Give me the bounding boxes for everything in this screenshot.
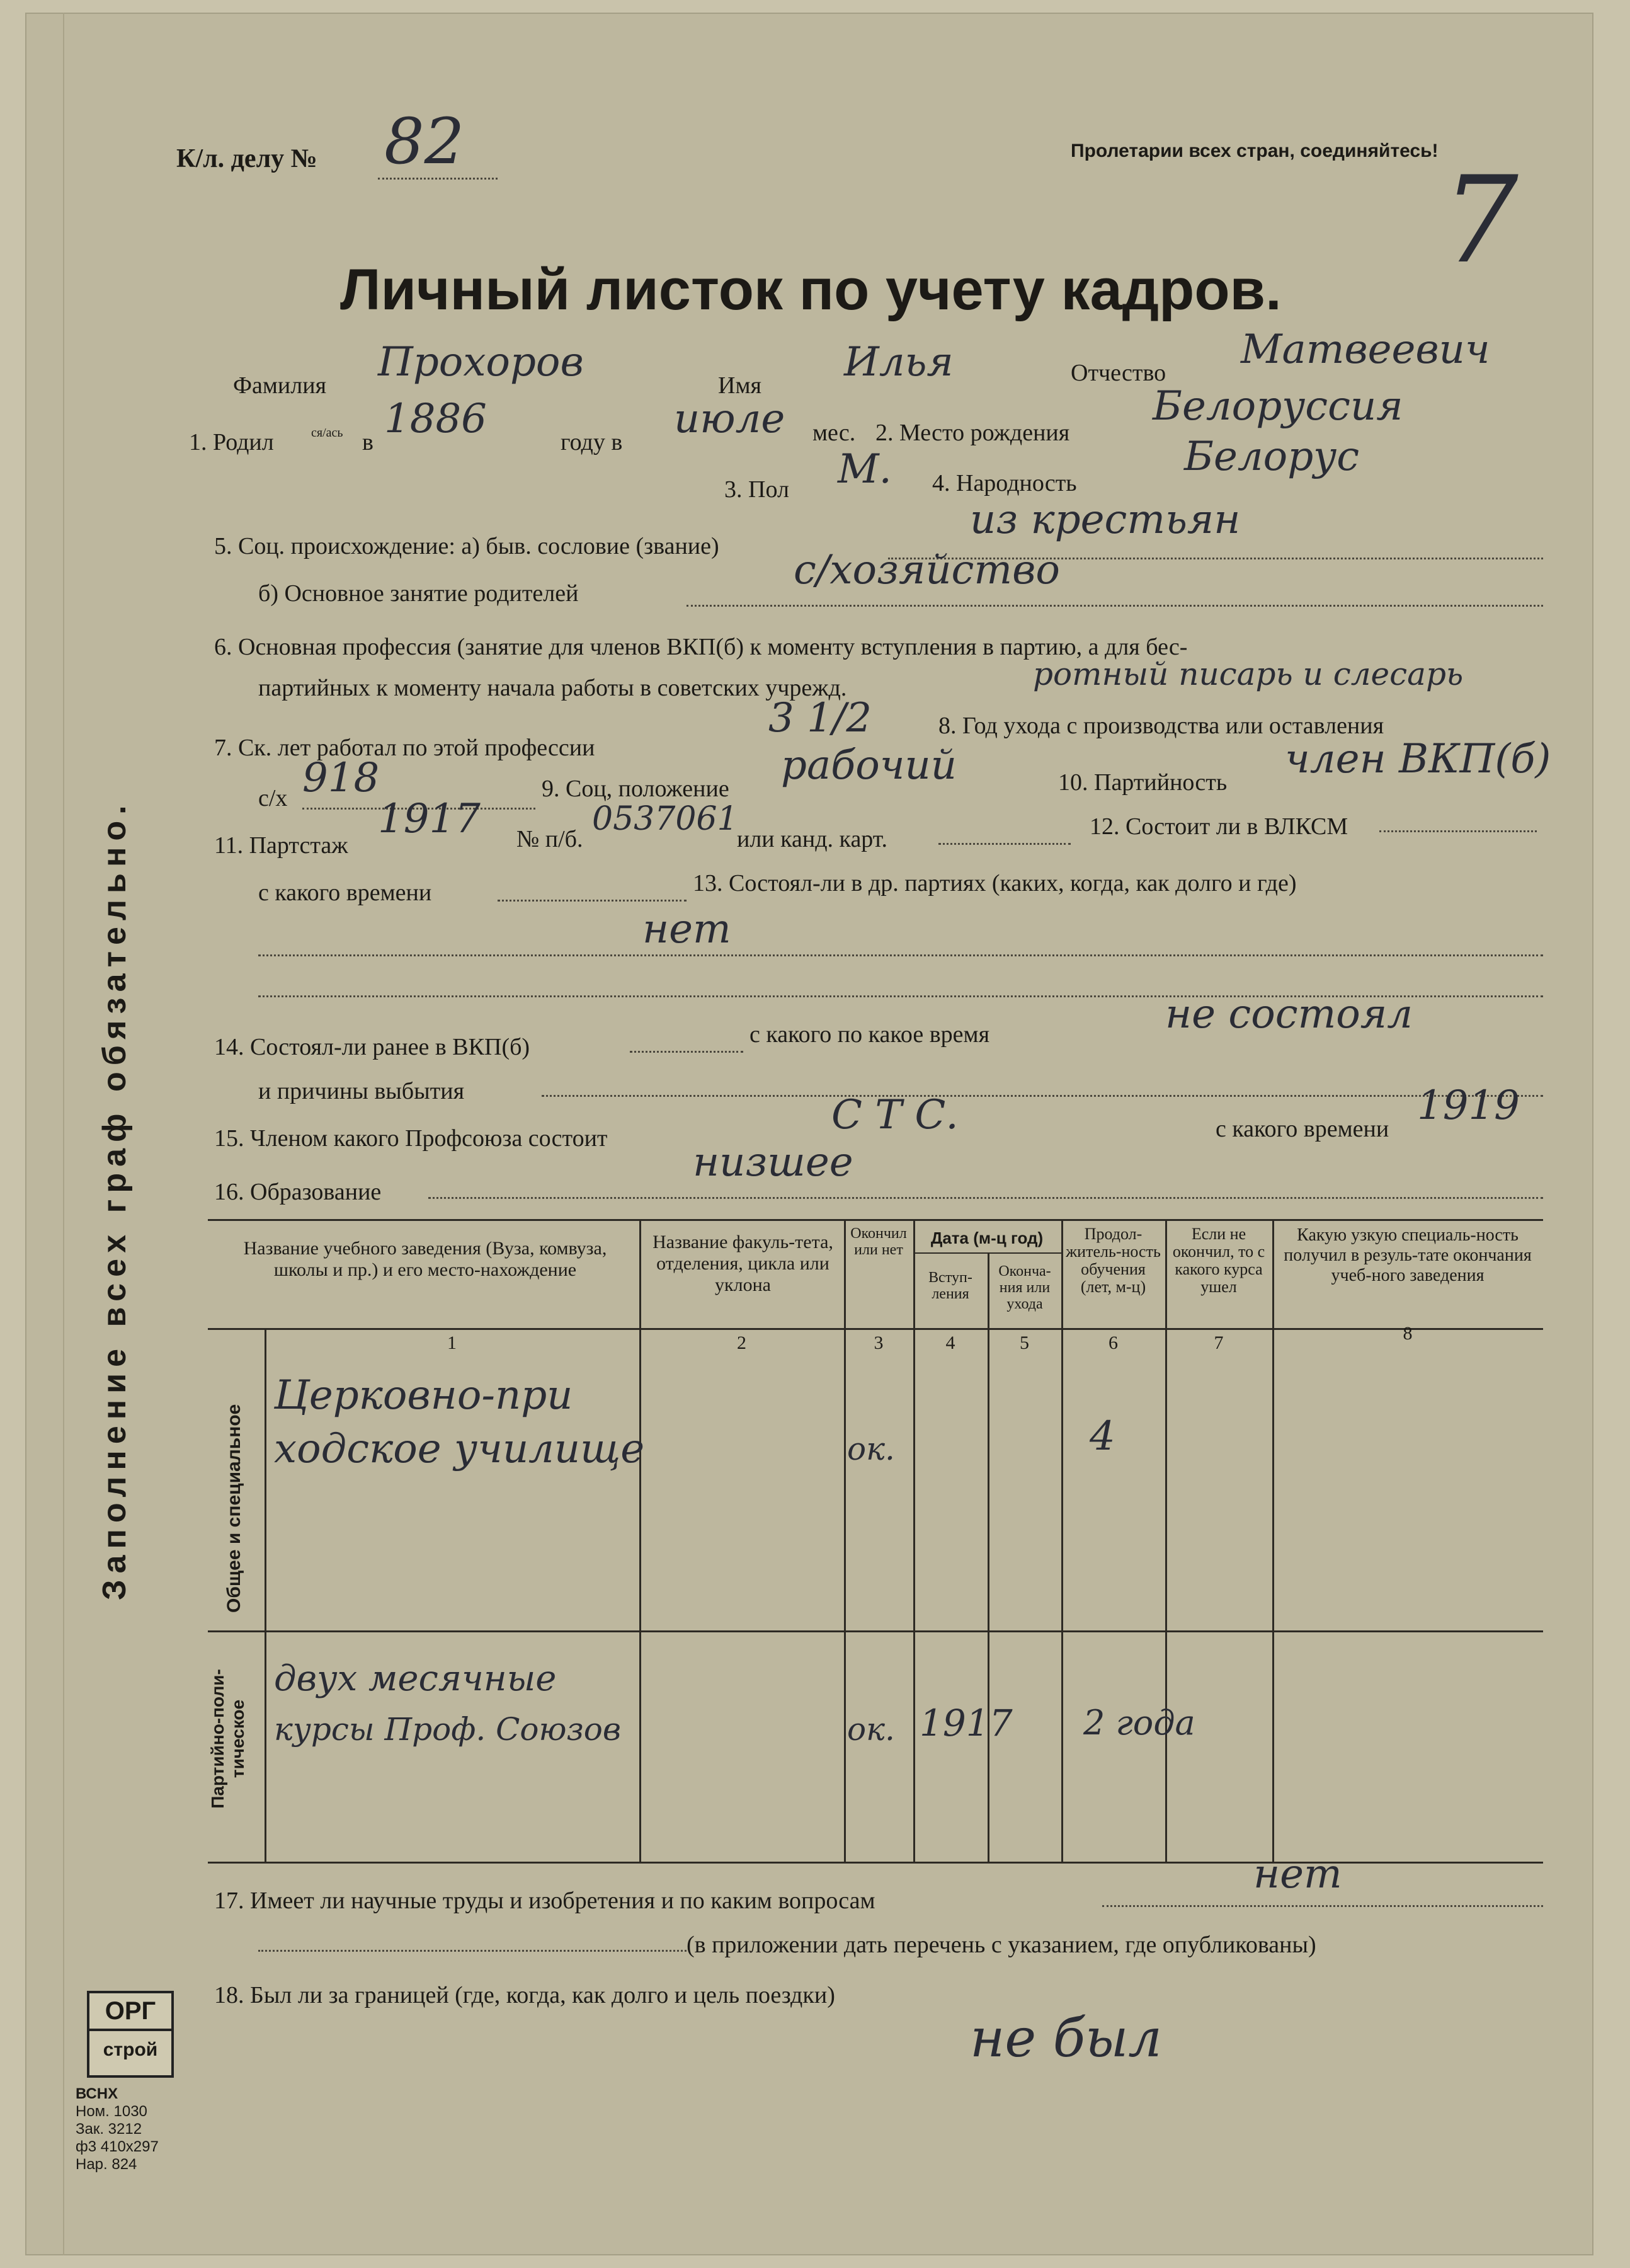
- party-duration: 2 года: [1083, 1703, 1195, 1743]
- general-finished: ок.: [847, 1431, 895, 1467]
- col-border-2: [844, 1219, 846, 1862]
- left-production-prefix: с/х: [258, 785, 288, 811]
- general-duration: 4: [1090, 1413, 1115, 1460]
- parents-label: б) Основное занятие родителей: [258, 580, 579, 607]
- origin-label: 5. Соц. происхождение: а) быв. сословие (звание): [214, 533, 719, 559]
- reason-line: [542, 1095, 1543, 1097]
- q17-value: нет: [1253, 1851, 1342, 1898]
- q17-label: 17. Имеет ли научные труды и изобретения и по каким вопросам: [214, 1887, 875, 1914]
- header-date: Дата (м-ц год): [930, 1228, 1044, 1247]
- general-school-line-2: ходское училище: [274, 1426, 645, 1472]
- table-top-border: [208, 1219, 1543, 1221]
- social-label: 9. Соц, положение: [542, 776, 729, 802]
- education-label: 16. Образование: [214, 1179, 382, 1205]
- reason-label: и причины выбытия: [258, 1078, 465, 1104]
- header-finished: Окончил или нет: [850, 1225, 907, 1258]
- union-label: 15. Членом какого Профсоюза состоит: [214, 1125, 608, 1152]
- table-section-border: [208, 1630, 1543, 1632]
- footer-line-2: Ном. 1030: [76, 2103, 147, 2120]
- card-value: 0537061: [592, 800, 738, 838]
- born-suffix: ся/ась: [311, 426, 343, 440]
- general-school-line-1: Церковно-при: [274, 1372, 573, 1419]
- q17-line: [1102, 1905, 1543, 1907]
- sex-label: 3. Пол: [724, 476, 789, 503]
- union-since-label: с какого времени: [1216, 1116, 1389, 1142]
- born-label: 1. Родил: [189, 429, 274, 455]
- earlier-party-line: [630, 1051, 743, 1053]
- profession-label-1: 6. Основная профессия (занятие для членов ВКП(б) к моменту вступления в партию, а для бес-: [214, 634, 1188, 660]
- name-label: Имя: [718, 372, 761, 399]
- parents-line: [687, 605, 1543, 607]
- col-number-3: 3: [874, 1332, 884, 1353]
- birthplace-value: Белоруссия: [1153, 383, 1403, 430]
- left-production-label: 8. Год ухода с производства или оставления: [938, 713, 1384, 739]
- union-value: С Т С.: [831, 1092, 959, 1138]
- years-label: 7. Ск. лет работал по этой профессии: [214, 735, 595, 761]
- col-border-1: [639, 1219, 641, 1862]
- header-specialty: Какую узкую специаль-ность получил в резуль-тате окончания учеб-ного заведения: [1284, 1225, 1532, 1285]
- earlier-party-value: не состоял: [1165, 991, 1413, 1038]
- sex-value: М.: [838, 446, 892, 493]
- form-title: Личный листок по учету кадров.: [340, 258, 1282, 322]
- footer-line-1: ВСНХ: [76, 2085, 118, 2102]
- union-since-value: 1919: [1417, 1082, 1520, 1129]
- cand-card-label: или канд. карт.: [737, 826, 888, 852]
- corner-mark: 7: [1442, 151, 1519, 290]
- footer-line-4: ф3 410х297: [76, 2138, 159, 2155]
- year-label: году в: [561, 429, 623, 455]
- col-number-8: 8: [1403, 1323, 1413, 1344]
- orgstroy-logo: [87, 1991, 174, 2078]
- q18-value: не был: [970, 2007, 1162, 2069]
- party-school-line-2: курсы Проф. Союзов: [274, 1711, 621, 1748]
- party-since-value: 1917: [378, 796, 481, 842]
- education-value: низшее: [693, 1139, 853, 1186]
- personnel-form-sheet: [25, 13, 1593, 2255]
- vlksm-label: 12. Состоит ли в ВЛКСМ: [1090, 813, 1348, 840]
- name-value: Илья: [844, 339, 954, 386]
- section-party-label: Партийно-поли-тическое: [208, 1669, 248, 1809]
- month-label: мес.: [812, 420, 856, 446]
- surname-value: Прохоров: [378, 339, 584, 386]
- vlksm-line: [1379, 830, 1537, 832]
- party-value: член ВКП(б): [1285, 736, 1551, 782]
- footer-line-3: Зак. 3212: [76, 2121, 142, 2138]
- col-border-6: [1165, 1219, 1167, 1862]
- col-border-7: [1272, 1219, 1274, 1862]
- surname-label: Фамилия: [233, 372, 327, 399]
- footer-line-5: Нар. 824: [76, 2156, 137, 2173]
- card-label: № п/б.: [516, 826, 583, 852]
- party-finished: ок.: [847, 1711, 895, 1748]
- logo-bottom: строй: [103, 2039, 158, 2060]
- case-number-line: [378, 178, 498, 180]
- col-number-1: 1: [447, 1332, 457, 1353]
- education-line: [428, 1197, 1543, 1199]
- party-since-label: 11. Партстаж: [214, 832, 348, 859]
- years-value: 3 1/2: [768, 695, 872, 742]
- period-label: с какого по какое время: [749, 1021, 990, 1048]
- print-footer: [76, 2085, 159, 2174]
- col-number-4: 4: [945, 1332, 955, 1353]
- party-label: 10. Партийность: [1058, 769, 1228, 796]
- fold-line: [63, 13, 64, 2255]
- header-duration: Продол-житель-ность обучения (лет, м-ц): [1066, 1225, 1161, 1296]
- col-number-7: 7: [1214, 1332, 1224, 1353]
- born-month: июле: [674, 396, 785, 442]
- other-parties-label: 13. Состоял-ли в др. партиях (каких, когда, как долго и где): [693, 870, 1297, 896]
- section-general-label: Общее и специальное: [224, 1404, 244, 1613]
- earlier-party-label: 14. Состоял-ли ранее в ВКП(б): [214, 1034, 530, 1060]
- case-label: К/л. делу №: [176, 144, 317, 173]
- origin-value: из крестьян: [970, 496, 1241, 543]
- header-end: Оконча-ния или ухода: [998, 1263, 1051, 1312]
- side-note: Заполнение всех граф обязательно.: [96, 799, 133, 1600]
- q18-label: 18. Был ли за границей (где, когда, как долго и цель поездки): [214, 1982, 835, 2008]
- section-col-border: [265, 1328, 266, 1862]
- header-institution: Название учебного заведения (Вуза, комвуза, школы и пр.) и его место-нахождение: [243, 1238, 607, 1280]
- born-year: 1886: [384, 396, 487, 442]
- birthplace-label: 2. Место рождения: [875, 420, 1070, 446]
- profession-value: ротный писарь и слесарь: [1033, 656, 1464, 692]
- case-number: 82: [384, 105, 465, 178]
- col-number-2: 2: [737, 1332, 746, 1353]
- profession-label-2: партийных к моменту начала работы в советских учрежд.: [258, 675, 847, 701]
- col-border-3: [913, 1219, 915, 1862]
- header-left-course: Если не окончил, то с какого курса ушел: [1172, 1225, 1265, 1296]
- logo-top: ОРГ: [89, 1993, 171, 2031]
- nationality-value: Белорус: [1184, 433, 1360, 480]
- col-number-5: 5: [1020, 1332, 1029, 1353]
- header-faculty: Название факуль-тета, отделения, цикла или уклона: [653, 1232, 833, 1295]
- left-production-year: 918: [302, 755, 380, 801]
- table-bottom-border: [208, 1862, 1543, 1864]
- q17-note-line: [258, 1950, 687, 1952]
- born-in: в: [362, 429, 373, 455]
- cand-card-line: [938, 843, 1071, 845]
- col-number-6: 6: [1109, 1332, 1118, 1353]
- other-parties-value: нет: [642, 906, 731, 953]
- slogan: Пролетарии всех стран, соединяйтесь!: [1071, 140, 1439, 161]
- party-start-year: 1917: [920, 1702, 1013, 1744]
- vlksm-since-line: [498, 900, 687, 902]
- vlksm-since-label: с какого времени: [258, 879, 432, 906]
- header-start: Вступ-ления: [928, 1269, 972, 1302]
- patronymic-label: Отчество: [1071, 360, 1166, 386]
- parents-value: с/хозяйство: [794, 547, 1060, 593]
- party-school-line-1: двух месячные: [274, 1658, 557, 1699]
- patronymic-value: Матвеевич: [1241, 326, 1490, 373]
- social-value: рабочий: [781, 742, 957, 789]
- nationality-label: 4. Народность: [932, 470, 1077, 496]
- col-border-5: [1061, 1219, 1063, 1862]
- q17-note: (в приложении дать перечень с указанием, где опубликованы): [687, 1932, 1316, 1958]
- other-parties-line-1: [258, 954, 1543, 956]
